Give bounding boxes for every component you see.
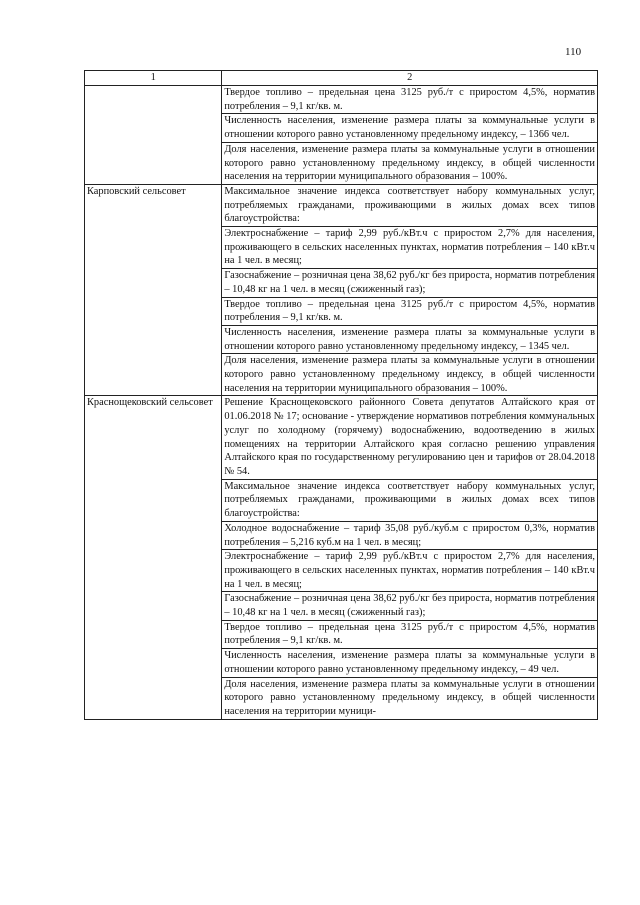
paragraph: Максимальное значение индекса соответствует набору коммунальных услуг, потребляемых гражданами, проживающими в жилых домах всех типов благоустройства: bbox=[224, 480, 595, 520]
paragraph: Электроснабжение – тариф 2,99 руб./кВт.ч с приростом 2,7% для населения, проживающего в сельских населенных пунктах, норматив потребления – 140 кВт.ч на 1 чел. в месяц; bbox=[224, 228, 595, 267]
municipality-name: Карповский сельсовет bbox=[85, 184, 222, 396]
municipality-name: Краснощековский сельсовет bbox=[85, 396, 222, 719]
paragraph: Численность населения, изменение размера платы за коммунальные услуги в отношении которого равно установленному предельному индексу, – 1366 чел. bbox=[224, 115, 595, 141]
tariff-table bbox=[84, 70, 598, 720]
row-content bbox=[222, 184, 598, 396]
paragraph: Холодное водоснабжение – тариф 35,08 руб./куб.м с приростом 0,3%, норматив потребления – 5,216 куб.м на 1 чел. в месяц; bbox=[224, 522, 595, 548]
table-row bbox=[85, 396, 598, 719]
paragraph: Максимальное значение индекса соответствует набору коммунальных услуг, потребляемых гражданами, проживающими в жилых домах всех типов благоустройства: bbox=[224, 185, 595, 225]
paragraph: Решение Краснощековского районного Совета депутатов Алтайского края от 01.06.2018 № 17; основание - утверждение нормативов потребления коммунальных услуг по холодному (горячему) водоснабжению, водоотведению в жилых помещениях на территории Алтайского края согласно решению управления Алтайского края по государственному регулированию цен и тарифов от 28.04.2018 № 54. bbox=[224, 397, 595, 477]
paragraph: Электроснабжение – тариф 2,99 руб./кВт.ч с приростом 2,7% для населения, проживающего в сельских населенных пунктах, норматив потребления – 140 кВт.ч на 1 чел. в месяц; bbox=[224, 551, 595, 590]
table-row bbox=[85, 86, 598, 185]
paragraph: Численность населения, изменение размера платы за коммунальные услуги в отношении которого равно установленному предельному индексу, – 1345 чел. bbox=[224, 326, 595, 352]
municipality-name bbox=[85, 86, 222, 185]
paragraph: Твердое топливо – предельная цена 3125 руб./т с приростом 4,5%, норматив потребления – 9,1 кг/кв. м. bbox=[224, 87, 595, 112]
paragraph: Доля населения, изменение размера платы за коммунальные услуги в отношении которого равно установленному предельному индексу, в общей численности населения на территории муници- bbox=[224, 678, 595, 717]
paragraph: Численность населения, изменение размера платы за коммунальные услуги в отношении которого равно установленному предельному индексу, – 49 чел. bbox=[224, 650, 595, 675]
page-number: 110 bbox=[565, 46, 582, 58]
paragraph: Газоснабжение – розничная цена 38,62 руб./кг без прироста, норматив потребления – 10,48 кг на 1 чел. в месяц (сжиженный газ); bbox=[224, 270, 595, 295]
paragraph: Доля населения, изменение размера платы за коммунальные услуги в отношении которого равно установленному предельному индексу, в общей численности населения на территории муниципального образования – 100%. bbox=[224, 143, 595, 183]
paragraph: Твердое топливо – предельная цена 3125 руб./т с приростом 4,5%, норматив потребления – 9,1 кг/кв. м. bbox=[224, 298, 595, 324]
column-header-1: 1 bbox=[85, 71, 222, 86]
paragraph: Доля населения, изменение размера платы за коммунальные услуги в отношении которого равно установленному предельному индексу, в общей численности населения на территории муниципального образования – 100%. bbox=[224, 355, 595, 394]
column-header-2: 2 bbox=[222, 71, 598, 86]
paragraph: Твердое топливо – предельная цена 3125 руб./т с приростом 4,5%, норматив потребления – 9,1 кг/кв. м. bbox=[224, 621, 595, 647]
table-header-row bbox=[85, 71, 598, 86]
paragraph: Газоснабжение – розничная цена 38,62 руб./кг без прироста, норматив потребления – 10,48 кг на 1 чел. в месяц (сжиженный газ); bbox=[224, 593, 595, 619]
row-content bbox=[222, 86, 598, 185]
row-content bbox=[222, 396, 598, 719]
table-row bbox=[85, 184, 598, 396]
